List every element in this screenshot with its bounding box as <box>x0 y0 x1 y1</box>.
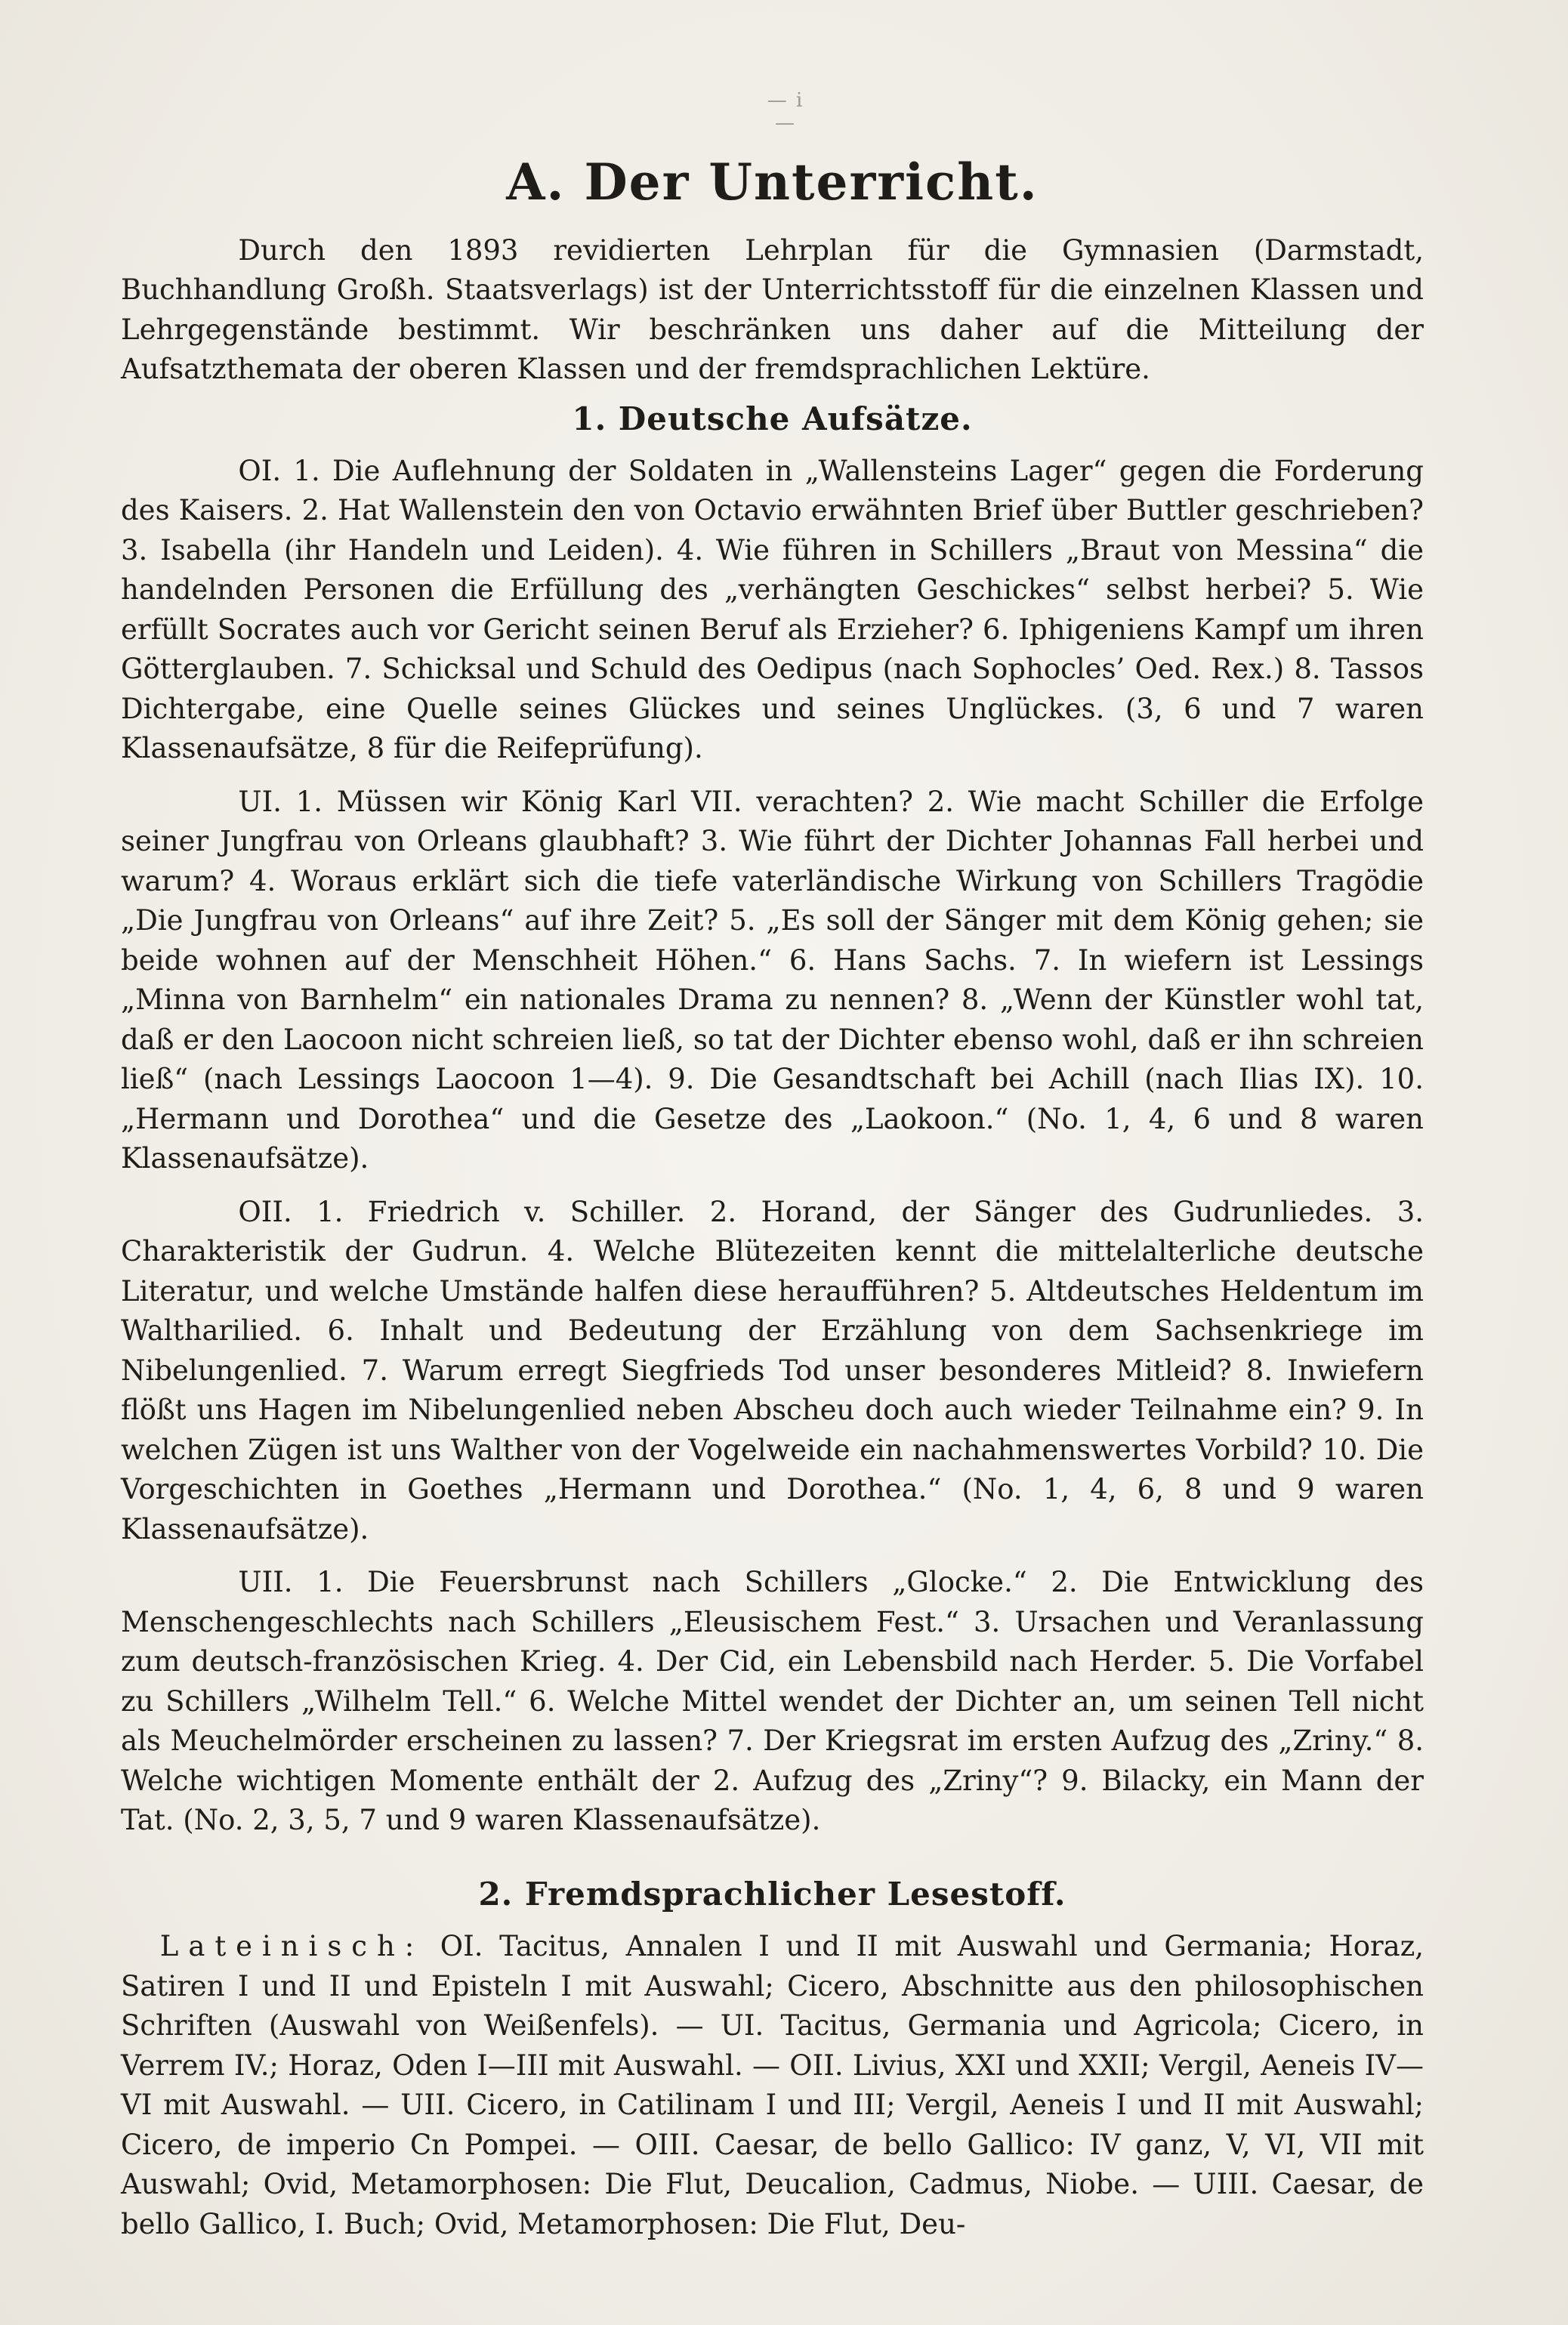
paragraph-ui: UI. 1. Müssen wir König Karl VII. verachten? 2. Wie macht Schiller die Erfolge seiner Jungfrau von Orleans glaubhaft? 3. Wie führt der Dichter Johannas Fall herbei und warum? 4. Woraus erklärt sich die tiefe vaterländische Wirkung von Schillers Tragödie „Die Jungfrau von Orleans“ auf ihre Zeit? 5. „Es soll der Sänger mit dem König gehen; sie beide wohnen auf der Menschheit Höhen.“ 6. Hans Sachs. 7. In wiefern ist Lessings „Minna von Barnhelm“ ein nationales Drama zu nennen? 8. „Wenn der Künstler wohl tat, daß er den Laocoon nicht schreien ließ, so tat der Dichter ebenso wohl, daß er ihn schreien ließ“ (nach Lessings Laocoon 1—4). 9. Die Gesandtschaft bei Achill (nach Ilias IX). 10. „Hermann und Dorothea“ und die Gesetze des „Laokoon.“ (No. 1, 4, 6 und 8 waren Klassenaufsätze). <box>121 785 1424 1175</box>
latin-label: Lateinisch: <box>159 1930 424 1963</box>
page-title: A. Der Unterricht. <box>506 153 1039 212</box>
intro-paragraph: Durch den 1893 revidierten Lehrplan für die Gymnasien (Darmstadt, Buchhandlung Großh. Staatsverlags) ist der Unterrichtsstoff für die einzelnen Klassen und Lehrgegenstände bestimmt. Wir beschränken uns daher auf die Mitteilung der Aufsatzthemata der oberen Klassen und der fremdsprachlichen Lektüre. <box>121 233 1424 386</box>
page-content <box>121 155 1424 2244</box>
section-title-foreign-reading: 2. Fremdsprachlicher Lesestoff. <box>478 1875 1066 1913</box>
latin-text: OI. Tacitus, Annalen I und II mit Auswahl und Germania; Horaz, Satiren I und II und Episteln I mit Auswahl; Cicero, Abschnitte aus den philosophischen Schriften (Auswahl von Weißenfels). — UI. Tacitus, Germania und Agricola; Cicero, in Verrem IV.; Horaz, Oden I—III mit Auswahl. — OII. Livius, XXI und XXII; Vergil, Aeneis IV—VI mit Auswahl. — UII. Cicero, in Catilinam I und III; Vergil, Aeneis I und II mit Auswahl; Cicero, de imperio Cn Pompei. — OIII. Caesar, de bello Gallico: IV ganz, V, VI, VII mit Auswahl; Ovid, Metamorphosen: Die Flut, Deucalion, Cadmus, Niobe. — UIII. Caesar, de bello Gallico, I. Buch; Ovid, Metamorphosen: Die Flut, Deu- <box>121 1930 1424 2240</box>
paragraph-uii: UII. 1. Die Feuersbrunst nach Schillers „Glocke.“ 2. Die Entwicklung des Menschengeschlechts nach Schillers „Eleusischem Fest.“ 3. Ursachen und Veranlassung zum deutsch-französischen Krieg. 4. Der Cid, ein Lebensbild nach Herder. 5. Die Vorfabel zu Schillers „Wilhelm Tell.“ 6. Welche Mittel wendet der Dichter an, um seinen Tell nicht als Meuchelmörder erscheinen zu lassen? 7. Der Kriegsrat im ersten Aufzug des „Zriny.“ 8. Welche wichtigen Momente enthält der 2. Aufzug des „Zriny“? 9. Bilacky, ein Mann der Tat. (No. 2, 3, 5, 7 und 9 waren Klassenaufsätze). <box>121 1566 1424 1837</box>
paragraph-oi: OI. 1. Die Auflehnung der Soldaten in „Wallensteins Lager“ gegen die Forderung des Kaisers. 2. Hat Wallenstein den von Octavio erwähnten Brief über Buttler geschrieben? 3. Isabella (ihr Handeln und Leiden). 4. Wie führen in Schillers „Braut von Messina“ die handelnden Personen die Erfüllung des „verhängten Geschickes“ selbst herbei? 5. Wie erfüllt Socrates auch vor Gericht seinen Beruf als Erzieher? 6. Iphigeniens Kampf um ihren Götterglauben. 7. Schicksal und Schuld des Oedipus (nach Sophocles’ Oed. Rex.) 8. Tassos Dichtergabe, eine Quelle seines Glückes und seines Unglückes. (3, 6 und 7 waren Klassenaufsätze, 8 für die Reifeprüfung). <box>121 454 1424 765</box>
paragraph-latin <box>121 1927 1424 2244</box>
paragraph-oii: OII. 1. Friedrich v. Schiller. 2. Horand, der Sänger des Gudrunliedes. 3. Charakteristik der Gudrun. 4. Welche Blütezeiten kennt die mittelalterliche deutsche Literatur, und welche Umstände halfen diese heraufführen? 5. Altdeutsches Heldentum im Waltharilied. 6. Inhalt und Bedeutung der Erzählung von dem Sachsenkriege im Nibelungenlied. 7. Warum erregt Siegfrieds Tod unser besonderes Mitleid? 8. Inwiefern flößt uns Hagen im Nibelungenlied neben Abscheu doch auch wieder Teilnahme ein? 9. In welchen Zügen ist uns Walther von der Vogelweide ein nachahmenswertes Vorbild? 10. Die Vorgeschichten in Goethes „Hermann und Dorothea.“ (No. 1, 4, 6, 8 und 9 waren Klassenaufsätze). <box>121 1195 1424 1545</box>
page-top-mark: — i — <box>767 89 804 134</box>
section-title-german-essays: 1. Deutsche Aufsätze. <box>572 400 973 437</box>
